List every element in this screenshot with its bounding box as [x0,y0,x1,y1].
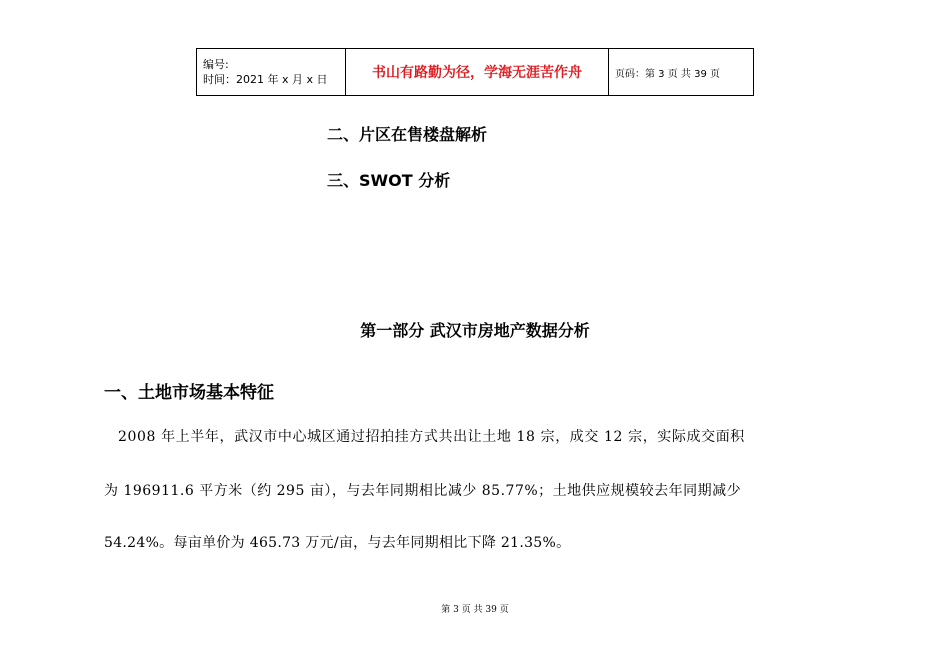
page-header-table [196,48,754,96]
toc-item-3: 三、SWOT 分析 [327,171,451,190]
paragraph-line-2: 为 196911.6 平方米（约 295 亩），与去年同期相比减少 85.77%；土地供应规模较去年同期减少 [104,483,742,499]
header-page-info: 页码：第 3 页 共 39 页 [609,49,754,96]
paragraph-line-3: 54.24%。每亩单价为 465.73 万元/亩，与去年同期相比下降 21.35%。 [104,535,571,551]
section-heading: 一、土地市场基本特征 [104,383,274,403]
toc-item-2: 二、片区在售楼盘解析 [327,125,488,144]
document-number-label: 编号: [203,58,229,71]
header-motto: 书山有路勤为径，学海无涯苦作舟 [346,49,609,96]
page-footer: 第 3 页 共 39 页 [441,605,509,615]
header-meta-cell [197,49,346,96]
part-title: 第一部分 武汉市房地产数据分析 [360,321,590,340]
paragraph-line-1: 2008 年上半年，武汉市中心城区通过招拍挂方式共出让土地 18 宗，成交 12 宗，实际成交面积 [118,429,745,445]
document-time-label: 时间：2021 年 x 月 x 日 [203,73,328,86]
